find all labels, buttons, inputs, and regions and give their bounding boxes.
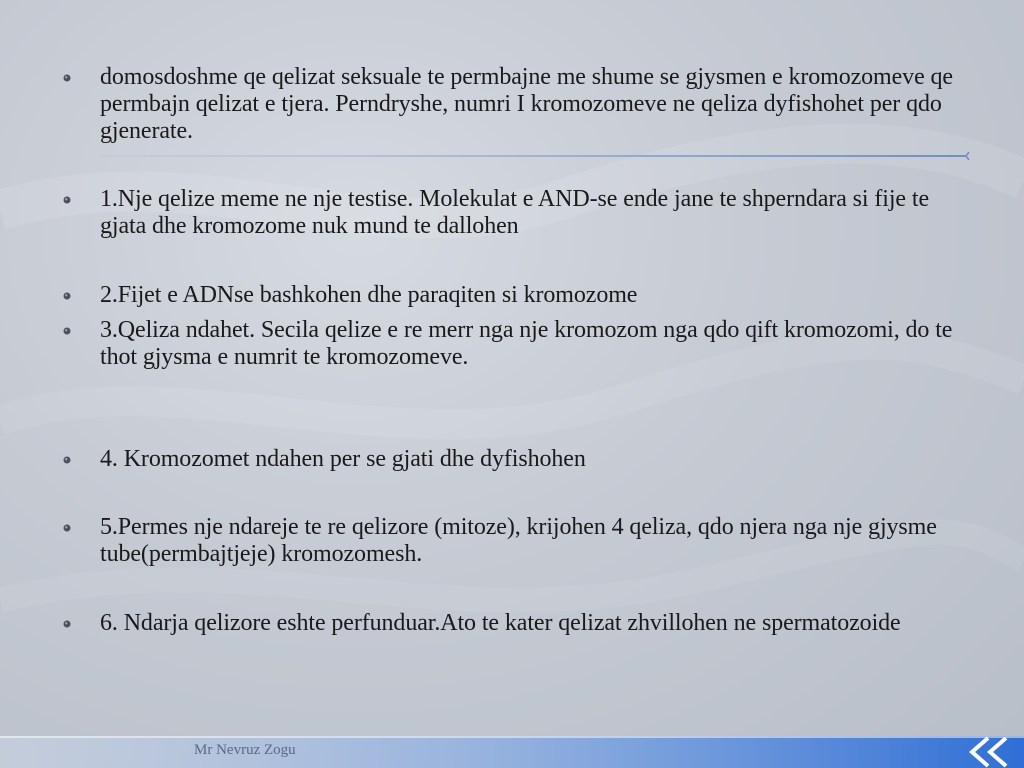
bullet-text: 4. Kromozomet ndahen per se gjati dhe dyfishohen (100, 446, 586, 472)
bullet-text: 2.Fijet e ADNse bashkohen dhe paraqiten si kromozome (100, 282, 638, 308)
bullet-dot-icon (62, 291, 72, 301)
bullet-dot-icon (62, 195, 72, 205)
bullet-text: 3.Qeliza ndahet. Secila qelize e re merr nga nje kromozom nga qdo qift kromozomi, do te thot gjysma e numrit te kromozomeve. (100, 317, 953, 370)
bullet-dot-icon (62, 455, 72, 465)
footer-author: Mr Nevruz Zogu (194, 742, 296, 758)
title-divider (100, 152, 972, 160)
bullet-text: 1.Nje qelize meme ne nje testise. Molekulat e AND-se ende jane te shperndara si fije te gjata dhe kromozome nuk mund te dallohen (100, 186, 929, 239)
bullet-text: 6. Ndarja qelizore eshte perfunduar.Ato te kater qelizat zhvillohen ne spermatozoide (100, 610, 901, 636)
bullet-dot-icon (62, 326, 72, 336)
bullet-dot-icon (62, 619, 72, 629)
bullet-dot-icon (62, 73, 72, 83)
bullet-text: domosdoshme qe qelizat seksuale te permbajne me shume se gjysmen e kromozomeve qe permbajn qelizat e tjera. Perndryshe, numri I kromozomeve ne qeliza dyfishohet per qdo gjenerate. (100, 64, 953, 144)
footer-bar (0, 736, 1024, 768)
bullet-dot-icon (62, 523, 72, 533)
bullet-text: 5.Permes nje ndareje te re qelizore (mitoze), krijohen 4 qeliza, qdo njera nga nje gjysme tube(permbajtjeje) kromozomesh. (100, 514, 937, 567)
